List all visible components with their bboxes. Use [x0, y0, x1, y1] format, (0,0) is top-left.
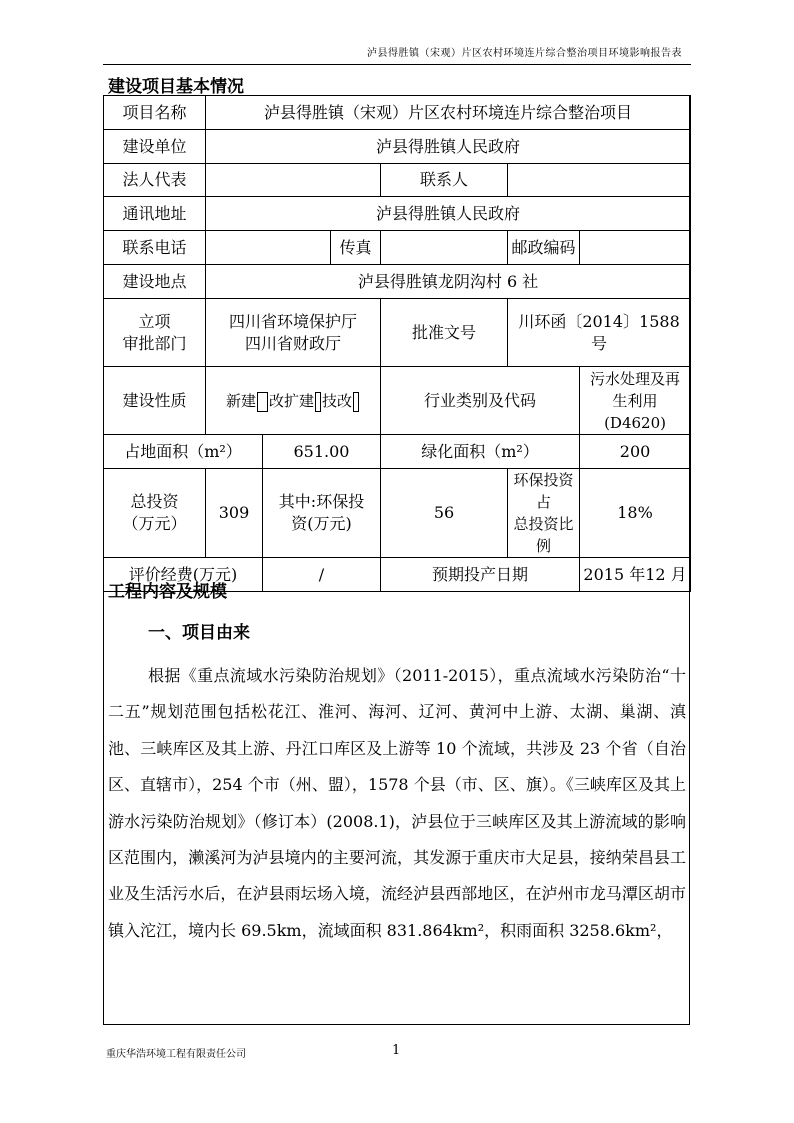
footer-company: 重庆华浩环境工程有限责任公司 [106, 1049, 246, 1060]
fax-value [381, 231, 508, 265]
env-invest-value: 56 [381, 469, 508, 558]
address-label: 通讯地址 [104, 197, 206, 231]
project-name-label: 项目名称 [104, 96, 206, 130]
table-row [104, 299, 691, 367]
nature-options [206, 367, 381, 435]
running-header: 泸县得胜镇（宋观）片区农村环境连片综合整治项目环境影响报告表 [367, 48, 682, 59]
approval-dept-line1: 四川省环境保护厅 [228, 311, 357, 331]
approval-label-line2: 审批部门 [122, 333, 187, 353]
legal-rep-value [206, 164, 381, 197]
table-row [104, 435, 691, 469]
approval-dept [206, 299, 381, 367]
address-value: 泸县得胜镇人民政府 [206, 197, 691, 231]
table-row [104, 231, 691, 265]
project-name-value: 泸县得胜镇（宋观）片区农村环境连片综合整治项目 [206, 96, 691, 130]
table-row [104, 96, 691, 130]
postcode-label: 邮政编码 [508, 231, 580, 265]
table-row [104, 265, 691, 299]
env-ratio-value: 18% [580, 469, 691, 558]
total-invest-label-line1: 总投资 [130, 492, 179, 511]
start-date-label: 预期投产日期 [381, 558, 580, 592]
approval-doc-label: 批准文号 [381, 299, 508, 367]
table-row [104, 367, 691, 435]
builder-label: 建设单位 [104, 130, 206, 164]
table-row [104, 164, 691, 197]
nature-label: 建设性质 [104, 367, 206, 435]
total-invest-label [104, 469, 206, 558]
industry-line2: 生利用(D4620) [604, 391, 666, 432]
table-row [104, 197, 691, 231]
page-number: 1 [392, 1043, 401, 1058]
env-ratio-label [508, 469, 580, 558]
total-invest-value: 309 [206, 469, 263, 558]
content-body [108, 576, 686, 949]
eval-fee-label: 评价经费(万元) [104, 558, 263, 592]
builder-value: 泸县得胜镇人民政府 [206, 130, 691, 164]
industry-value [580, 367, 691, 435]
table-row [104, 469, 691, 558]
nature-new-option: 新建 [225, 391, 256, 410]
nature-tech-option: 技改 [322, 391, 353, 410]
checkbox-icon [353, 392, 359, 412]
checkbox-icon [257, 392, 268, 412]
basic-info-table [103, 95, 691, 592]
checkbox-icon [315, 392, 321, 412]
approval-dept-line2: 四川省财政厅 [244, 333, 341, 353]
env-invest-label [263, 469, 381, 558]
industry-line1: 污水处理及再 [590, 369, 681, 388]
industry-label: 行业类别及代码 [381, 367, 580, 435]
header-rule [103, 64, 691, 65]
content-heading: 工程内容及规模 [108, 582, 227, 602]
location-label: 建设地点 [104, 265, 206, 299]
legal-rep-label: 法人代表 [104, 164, 206, 197]
phone-value [206, 231, 331, 265]
total-invest-label-line2: （万元） [122, 514, 187, 533]
table-row [104, 130, 691, 164]
approval-label [104, 299, 206, 367]
contact-value [508, 164, 691, 197]
nature-expand-option: 改扩建 [268, 391, 314, 410]
approval-doc-value: 川环函〔2014〕1588 号 [508, 299, 691, 367]
eval-fee-value: / [263, 558, 381, 592]
green-area-value: 200 [580, 435, 691, 469]
phone-label: 联系电话 [104, 231, 206, 265]
green-area-label: 绿化面积（m²） [381, 435, 580, 469]
approval-label-line1: 立项 [138, 311, 171, 331]
postcode-value [580, 231, 691, 265]
land-area-label: 占地面积（m²） [104, 435, 263, 469]
location-value: 泸县得胜镇龙阴沟村 6 社 [206, 265, 691, 299]
fax-label: 传真 [331, 231, 381, 265]
section-title: 建设项目基本情况 [108, 77, 244, 97]
env-ratio-label-line2: 总投资比例 [513, 515, 574, 555]
env-invest-label-line2: 资(万元) [291, 514, 352, 533]
env-invest-label-line1: 其中:环保投 [278, 492, 365, 511]
contact-label: 联系人 [381, 164, 508, 197]
env-ratio-label-line1: 环保投资占 [513, 471, 574, 511]
start-date-value: 2015 年12 月 [580, 558, 691, 592]
content-subheading: 一、项目由来 [148, 623, 250, 643]
content-paragraph: 根据《重点流域水污染防治规划》（2011-2015），重点流域水污染防治“十二五”规划范围包括松花江、淮河、海河、辽河、黄河中上游、太湖、巢湖、滇池、三峡库区及其上游、丹江口库区及上游等 10 个流域，共涉及 23 个省（自治区、直辖市），254 个市（州、盟），1578 个县（市、区、旗）。《三峡库区及其上游水污染防治规划》（修订本）(2008.1)，泸县位于三峡库区及其上游流域的影响区范围内，濑溪河为泸县境内的主要河流，其发源于重庆市大足县，接纳荣昌县工业及生活污水后，在泸县雨坛场入境，流经泸县西部地区，在泸州市龙马潭区胡市镇入沱江，境内长 69.5km，流域面积 831.864km²，积雨面积 3258.6km²， [108, 666, 686, 940]
land-area-value: 651.00 [263, 435, 381, 469]
